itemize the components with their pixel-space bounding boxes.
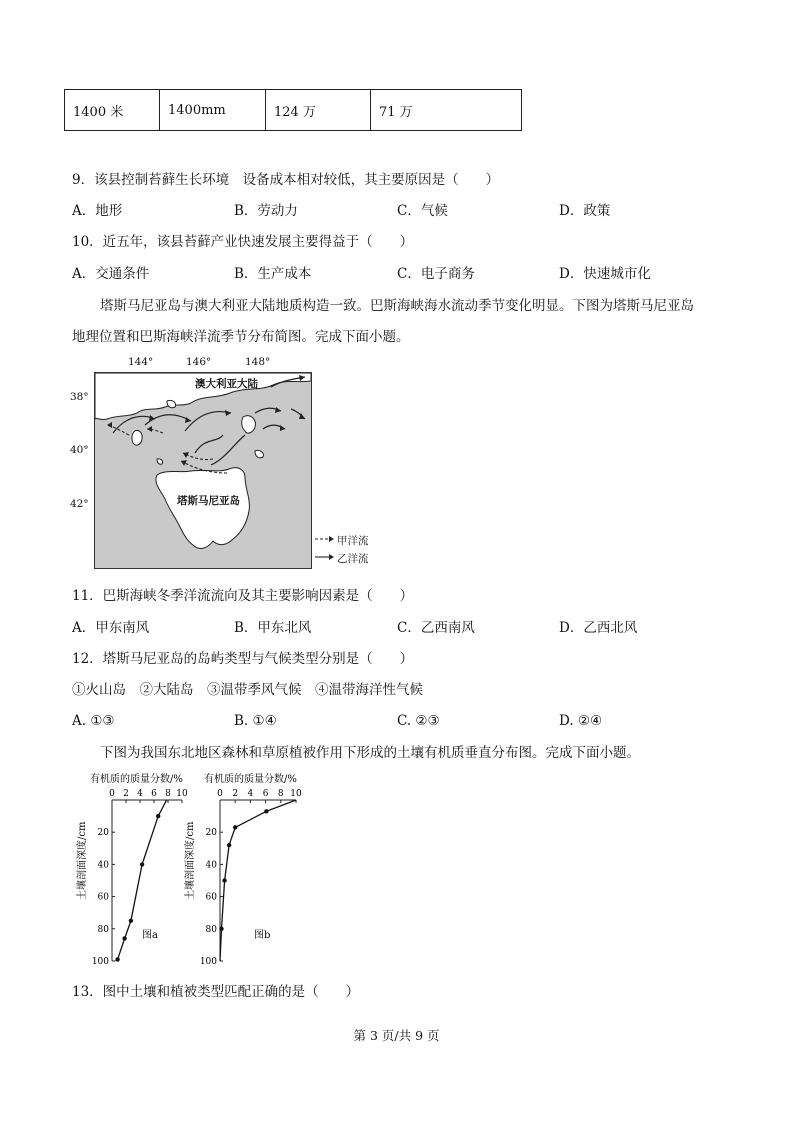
small-island-2 — [255, 450, 263, 457]
legend-current-a: 甲洋流 — [337, 535, 369, 547]
small-island-3 — [157, 459, 163, 464]
chart-b-label: 图b — [254, 930, 271, 941]
chart-b-y-tick-label: 80 — [205, 924, 217, 935]
chart-b-x-tick-label: 6 — [262, 789, 269, 799]
table-cell: 1400mm — [160, 90, 266, 131]
lat-label-40: 40° — [70, 444, 89, 456]
table-cell: 124 万 — [266, 90, 371, 131]
current-a-arrows — [107, 425, 227, 473]
chart-a-y-tick-label: 40 — [97, 860, 109, 871]
chart-a-y-tick-label: 100 — [91, 957, 109, 967]
chart-a-data-point — [122, 936, 126, 940]
chart-b-x-tick-label: 10 — [290, 789, 302, 799]
q12-option-a: A. ①③ — [72, 713, 115, 729]
chart-b-x-tick-label: 4 — [247, 789, 254, 799]
chart-b-data-point — [233, 825, 237, 829]
flinders-island — [242, 416, 256, 433]
map-drawing — [95, 373, 311, 568]
chart-a-label: 图a — [142, 930, 158, 941]
lat-label-38: 38° — [70, 391, 89, 403]
mainland-label: 澳大利亚大陆 — [195, 378, 258, 390]
q12-option-d: D. ②④ — [559, 713, 603, 729]
page-footer: 第 3 页/共 9 页 — [353, 1028, 440, 1043]
data-table — [64, 89, 522, 131]
question-11-stem: 11．巴斯海峡冬季洋流流向及其主要影响因素是（ ） — [72, 588, 414, 604]
chart-a-x-tick-label: 2 — [123, 789, 129, 799]
chart-b-data-point — [222, 878, 226, 882]
q11-option-c: C．乙西南风 — [397, 620, 475, 636]
chart-a-x-tick-label: 8 — [165, 789, 171, 799]
chart-b-data-point — [219, 927, 223, 931]
question-13-stem: 13．图中土壤和植被类型匹配正确的是（ ） — [72, 984, 360, 1000]
chart-a-y-tick-label: 60 — [97, 892, 109, 903]
legend-current-b: 乙洋流 — [337, 553, 369, 565]
q11-option-a: A．甲东南风 — [72, 620, 150, 636]
q11-option-d: D．乙西北风 — [559, 620, 638, 636]
q12-option-c: C. ②③ — [397, 713, 440, 729]
chart-a-data-point — [129, 919, 133, 923]
question-12-stem: 12．塔斯马尼亚岛的岛屿类型与气候类型分别是（ ） — [72, 651, 414, 667]
tasmania-island-shape — [156, 468, 249, 549]
table-cell: 71 万 — [371, 90, 522, 131]
chart-b-y-tick-label: 100 — [199, 957, 217, 967]
king-island — [132, 430, 142, 445]
chart-a-y-title: 土壤剖面深度/cm — [77, 821, 88, 900]
chart-a-data-point — [115, 957, 119, 961]
q10-option-a: A．交通条件 — [72, 266, 150, 282]
chart-b-y-tick-label: 20 — [205, 828, 217, 839]
current-a-arrowheads — [107, 422, 189, 466]
passage-1-line-2: 地理位置和巴斯海峡洋流季节分布简图。完成下面小题。 — [72, 329, 410, 345]
chart-a-x-title: 有机质的质量分数/% — [90, 774, 183, 785]
q12-option-b: B. ①④ — [234, 713, 277, 729]
lon-label-146: 146° — [186, 356, 212, 368]
chart-b-x-tick-label: 8 — [277, 789, 284, 799]
chart-a-data-point — [156, 814, 160, 818]
chart-b — [182, 770, 312, 970]
legend-solid-arrowhead — [329, 554, 334, 560]
passage-1-line-1: 塔斯马尼亚岛与澳大利亚大陆地质构造一致。巴斯海峡海水流动季节变化明显。下图为塔斯马尼亚岛 — [100, 298, 694, 314]
chart-b-y-tick-label: 60 — [205, 892, 217, 903]
chart-b-data-point — [227, 843, 231, 847]
chart-b-y-title: 土壤剖面深度/cm — [185, 821, 196, 900]
q12-choices: ①火山岛 ②大陆岛 ③温带季风气候 ④温带海洋性气候 — [72, 682, 423, 698]
chart-b-y-tick-label: 40 — [205, 860, 217, 871]
chart-a-x-tick-label: 0 — [109, 789, 115, 799]
tasmania-label: 塔斯马尼亚岛 — [177, 495, 240, 507]
chart-b-x-title: 有机质的质量分数/% — [204, 774, 297, 785]
chart-b-x-tick-label: 0 — [217, 789, 223, 799]
chart-a — [76, 770, 188, 970]
chart-a-data-point — [140, 862, 144, 866]
q9-option-a: A．地形 — [72, 203, 123, 219]
chart-b-data-point — [264, 809, 268, 813]
chart-b-x-tick-label: 2 — [232, 789, 239, 799]
legend-dashed-arrowhead — [329, 536, 334, 542]
chart-a-y-tick-label: 80 — [97, 924, 109, 935]
chart-a-y-tick-label: 20 — [97, 828, 109, 839]
legend-symbols — [314, 533, 336, 563]
lat-label-42: 42° — [70, 498, 89, 510]
q9-option-d: D．政策 — [559, 203, 611, 219]
lon-label-144: 144° — [128, 356, 154, 368]
q10-option-b: B．生产成本 — [234, 266, 312, 282]
table-cell: 1400 米 — [65, 90, 160, 131]
q9-option-b: B．劳动力 — [234, 203, 298, 219]
bass-strait-map — [94, 372, 312, 569]
question-10-stem: 10．近五年，该县苔藓产业快速发展主要得益于（ ） — [72, 234, 414, 250]
lon-label-148: 148° — [245, 356, 271, 368]
chart-a-x-tick-label: 6 — [151, 789, 157, 799]
q11-option-b: B．甲东北风 — [234, 620, 312, 636]
q9-option-c: C．气候 — [397, 203, 448, 219]
chart-a-x-tick-label: 4 — [137, 789, 143, 799]
table-row — [65, 90, 522, 131]
small-island-1 — [167, 400, 176, 407]
q10-option-d: D．快速城市化 — [559, 266, 651, 282]
q10-option-c: C．电子商务 — [397, 266, 475, 282]
passage-2-line-1: 下图为我国东北地区森林和草原植被作用下形成的土壤有机质垂直分布图。完成下面小题。 — [100, 745, 640, 761]
question-9-stem: 9．该县控制苔藓生长环境 设备成本相对较低，其主要原因是（ ） — [72, 172, 500, 188]
chart-a-x-tick-label: 10 — [176, 789, 188, 799]
